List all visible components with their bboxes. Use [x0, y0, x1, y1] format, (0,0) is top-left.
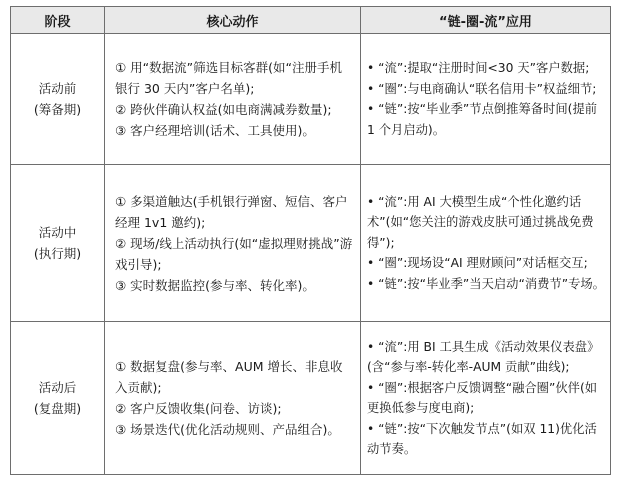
application-item: • “圈”:与电商确认“联名信用卡”权益细节; [367, 81, 597, 96]
application-item: • “流”:提取“注册时间<30 天”客户数据; [367, 61, 590, 75]
actions-cell [105, 322, 361, 475]
phase-name: 活动后 [38, 380, 77, 395]
phase-name: 活动中 [38, 225, 77, 240]
application-item: • “链”:按“下次触发节点”(如双 11)优化活动节奏。 [367, 421, 597, 456]
phase-cell [11, 165, 105, 322]
header-phase: 阶段 [11, 7, 105, 34]
activity-phase-table [10, 6, 611, 475]
application-item: • “链”:按“毕业季”当天启动“消费节”专场。 [367, 276, 605, 291]
phase-cell [11, 34, 105, 165]
action-item: ③ 客户经理培训(话术、工具使用)。 [115, 123, 315, 138]
header-chain-circle-flow: “链-圈-流”应用 [361, 7, 611, 34]
actions-cell [105, 34, 361, 165]
applications-cell [361, 165, 611, 322]
table-row [11, 165, 611, 322]
table-row [11, 322, 611, 475]
action-item: ① 多渠道触达(手机银行弹窗、短信、客户经理 1v1 邀约); [115, 193, 348, 230]
application-item: • “流”:用 AI 大模型生成“个性化邀约话术”(如“您关注的游戏皮肤可通过挑战免费得”); [367, 194, 594, 250]
actions-cell [105, 165, 361, 322]
header-core-actions: 核心动作 [105, 7, 361, 34]
application-item: • “链”:按“毕业季”节点倒推筹备时间(提前 1 个月启动)。 [367, 102, 598, 137]
action-item: ① 用“数据流”筛选目标客群(如“注册手机银行 30 天内”客户名单); [115, 60, 342, 96]
action-item: ② 现场/线上活动执行(如“虚拟理财挑战”游戏引导); [115, 235, 353, 272]
phase-name: 活动前 [38, 81, 77, 96]
phase-cell [11, 322, 105, 475]
applications-cell [361, 322, 611, 475]
application-item: • “流”:用 BI 工具生成《活动效果仪表盘》(含“参与率-转化率-AUM 贡献”曲线); [367, 339, 600, 374]
phase-subtitle: (复盘期) [33, 401, 82, 416]
action-item: ① 数据复盘(参与率、AUM 增长、非息收入贡献); [115, 359, 343, 395]
application-item: • “圈”:现场设“AI 理财顾问”对话框交互; [367, 256, 588, 271]
action-item: ③ 场景迭代(优化活动规则、产品组合)。 [115, 422, 340, 437]
application-item: • “圈”:根据客户反馈调整“融合圈”伙伴(如更换低参与度电商); [367, 380, 598, 415]
action-item: ② 客户反馈收集(问卷、访谈); [115, 401, 282, 416]
applications-cell [361, 34, 611, 165]
phase-subtitle: (执行期) [33, 246, 82, 261]
table-row [11, 34, 611, 165]
action-item: ③ 实时数据监控(参与率、转化率)。 [115, 277, 315, 293]
action-item: ② 跨伙伴确认权益(如电商满减券数量); [115, 102, 332, 117]
table-header-row [11, 7, 611, 34]
phase-subtitle: (筹备期) [33, 102, 82, 117]
